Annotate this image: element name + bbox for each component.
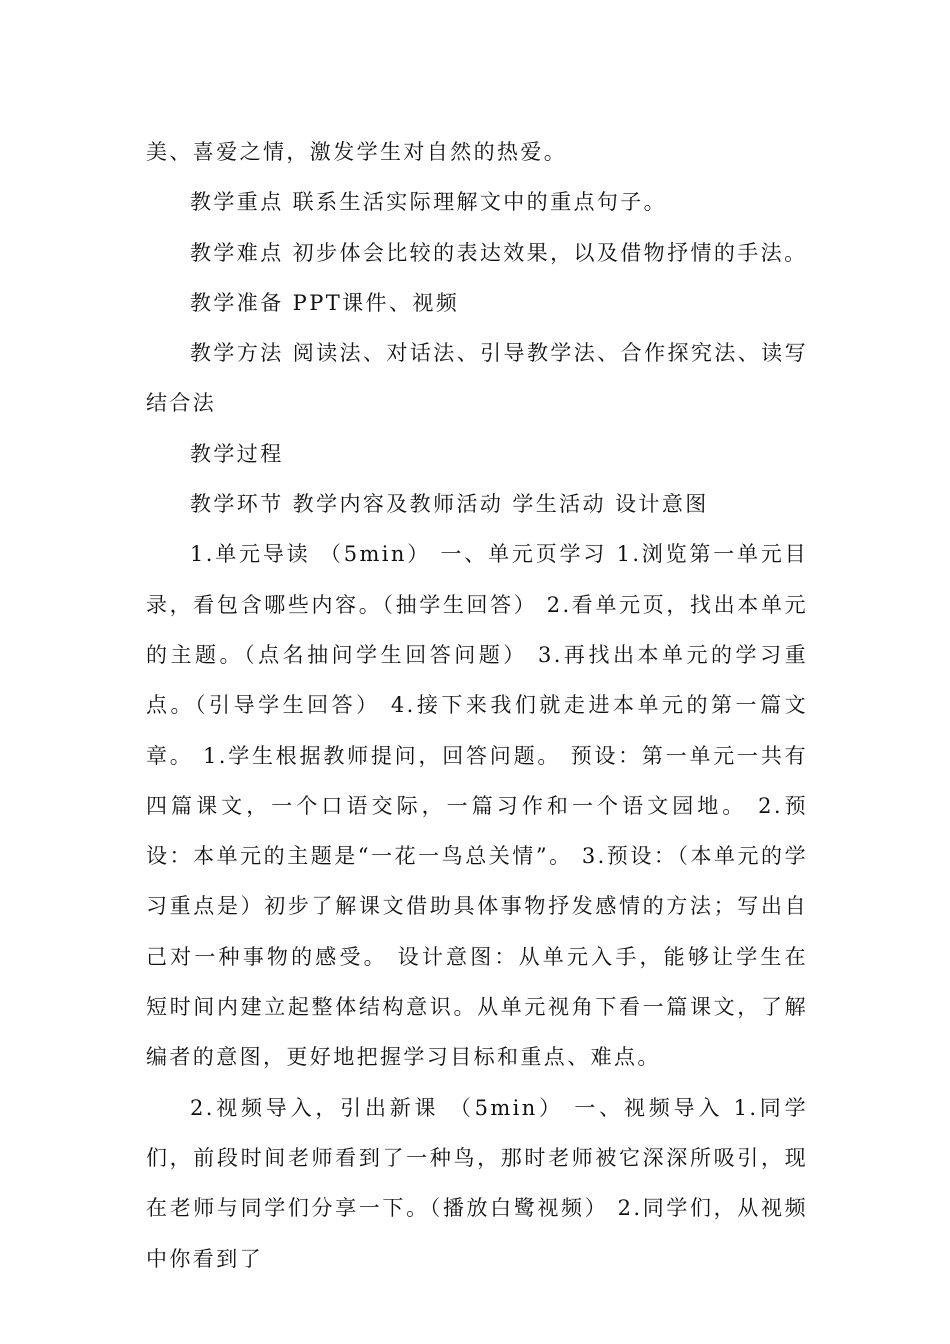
paragraph-teaching-difficulty: 教学难点 初步体会比较的表达效果，以及借物抒情的手法。 xyxy=(190,240,808,265)
paragraph-teaching-focus: 教学重点 联系生活实际理解文中的重点句子。 xyxy=(190,190,668,215)
paragraph-video-intro: 2.视频导入，引出新课 （5min） 一、视频导入 1.同学们，前段时间老师看到了一种鸟，那时老师被它深深所吸引，现在老师与同学们分享一下。（播放白鹭视频） 2.同学们，从视频中你看到了 xyxy=(146,1095,808,1271)
paragraph-teaching-preparation: 教学准备 PPT课件、视频 xyxy=(190,290,460,315)
paragraph-teaching-method: 教学方法 阅读法、对话法、引导教学法、合作探究法、读写结合法 xyxy=(146,341,808,416)
paragraph-continuation: 美、喜爱之情，激发学生对自然的热爱。 xyxy=(146,140,568,164)
document-body xyxy=(146,127,808,1284)
paragraph-table-headers: 教学环节 教学内容及教师活动 学生活动 设计意图 xyxy=(190,492,709,517)
paragraph-teaching-process: 教学过程 xyxy=(190,441,284,466)
paragraph-unit-reading: 1.单元导读 （5min） 一、单元页学习 1.浏览第一单元目录，看包含哪些内容。（抽学生回答） 2.看单元页，找出本单元的主题。（点名抽问学生回答问题） 3.再找出本单元的学习重点。（引导学生回答） 4.接下来我们就走进本单元的第一篇文章。 1.学生根据教师提问，回答问题。 预设：第一单元一共有四篇课文，一个口语交际，一篇习作和一个语文园地。 2.预设：本单元的主题是“一花一鸟总关情”。 3.预设：（本单元的学习重点是）初步了解课文借助具体事物抒发感情的方法；写出自己对一种事物的感受。 设计意图：从单元入手，能够让学生在短时间内建立起整体结构意识。从单元视角下看一篇课文，了解编者的意图，更好地把握学习目标和重点、难点。 xyxy=(146,542,808,1070)
